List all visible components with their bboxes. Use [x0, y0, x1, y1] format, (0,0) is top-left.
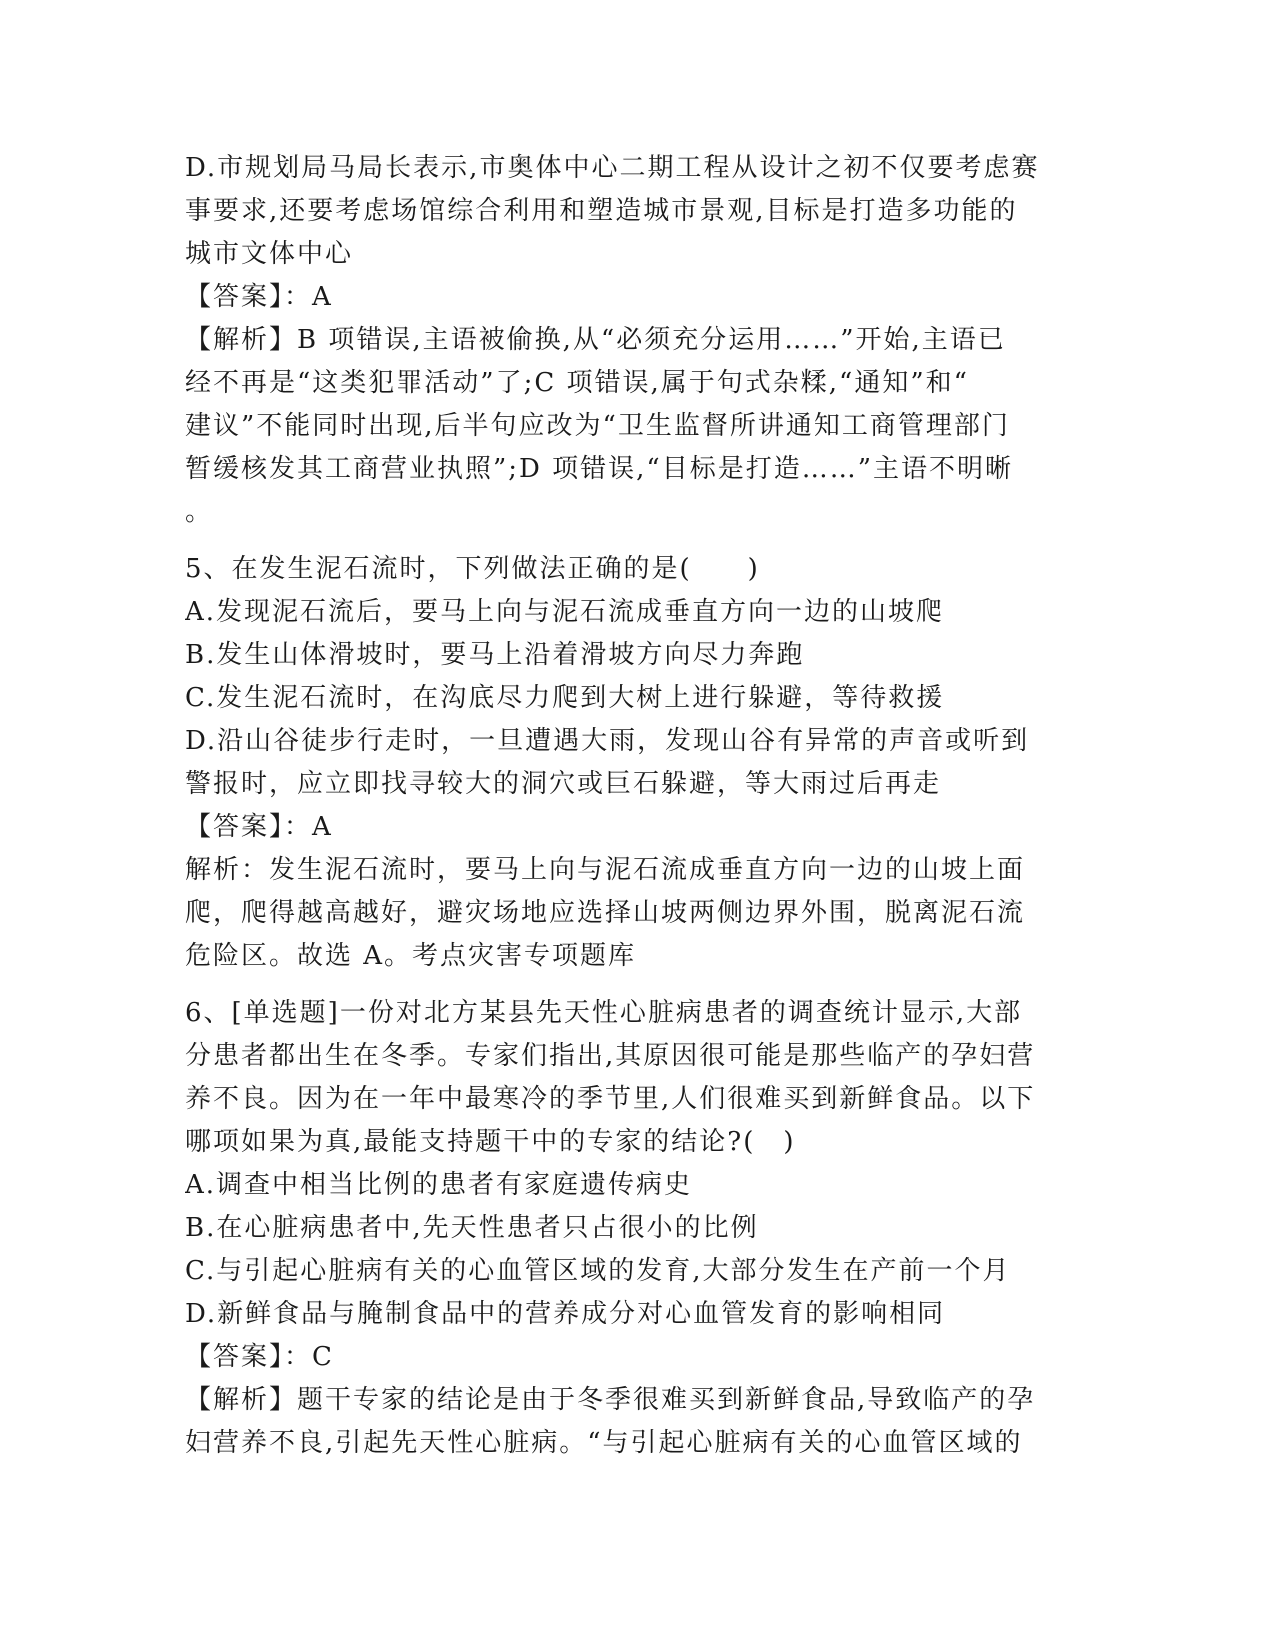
q4-analysis: 经不再是“这类犯罪活动”了;C 项错误,属于句式杂糅,“通知”和“	[185, 368, 969, 398]
q6-option-d: D.新鲜食品与腌制食品中的营养成分对心血管发育的影响相同	[185, 1299, 946, 1329]
section-gap	[185, 978, 1085, 992]
question-6	[185, 992, 1085, 1465]
q4-answer: 【答案】：A	[185, 282, 333, 312]
q5-analysis: 解析：发生泥石流时，要马上向与泥石流成垂直方向一边的山坡上面	[185, 855, 1026, 885]
q6-analysis: 【解析】题干专家的结论是由于冬季很难买到新鲜食品,导致临产的孕	[185, 1385, 1036, 1415]
question-5	[185, 548, 1085, 978]
section-gap	[185, 534, 1085, 548]
q6-option-a: A.调查中相当比例的患者有家庭遗传病史	[185, 1170, 693, 1200]
q5-option-c: C.发生泥石流时，在沟底尽力爬到大树上进行躲避，等待救援	[185, 683, 945, 713]
q5-stem: 5、在发生泥石流时，下列做法正确的是( )	[185, 554, 760, 584]
question-4-tail	[185, 147, 1085, 534]
q5-option-d: 警报时，应立即找寻较大的洞穴或巨石躲避，等大雨过后再走	[185, 769, 942, 799]
q6-option-c: C.与引起心脏病有关的心血管区域的发育,大部分发生在产前一个月	[185, 1256, 1011, 1286]
q6-stem: 哪项如果为真,最能支持题干中的专家的结论?( )	[185, 1127, 796, 1157]
q4-analysis: 暂缓核发其工商营业执照”;D 项错误,“目标是打造……”主语不明晰	[185, 454, 1014, 484]
q5-option-a: A.发现泥石流后，要马上向与泥石流成垂直方向一边的山坡爬	[185, 597, 945, 627]
q5-option-b: B.发生山体滑坡时，要马上沿着滑坡方向尽力奔跑	[185, 640, 805, 670]
q5-answer: 【答案】：A	[185, 812, 333, 842]
q6-stem: 6、[单选题]一份对北方某县先天性心脏病患者的调查统计显示,大部	[185, 998, 1023, 1028]
q4-analysis: 【解析】B 项错误,主语被偷换,从“必须充分运用……”开始,主语已	[185, 325, 1006, 355]
q4-analysis: 建议”不能同时出现,后半句应改为“卫生监督所讲通知工商管理部门	[185, 411, 1010, 441]
q4-option-d: D.市规划局马局长表示,市奥体中心二期工程从设计之初不仅要考虑赛	[185, 153, 1040, 183]
document-page	[185, 147, 1085, 1465]
q5-option-d: D.沿山谷徒步行走时，一旦遭遇大雨，发现山谷有异常的声音或听到	[185, 726, 1030, 756]
q4-analysis: 。	[185, 497, 214, 527]
q6-stem: 分患者都出生在冬季。专家们指出,其原因很可能是那些临产的孕妇营	[185, 1041, 1036, 1071]
q5-analysis: 爬，爬得越高越好，避灾场地应选择山坡两侧边界外围，脱离泥石流	[185, 898, 1026, 928]
q6-stem: 养不良。因为在一年中最寒冷的季节里,人们很难买到新鲜食品。以下	[185, 1084, 1036, 1114]
q4-option-d: 城市文体中心	[185, 239, 354, 269]
q4-option-d: 事要求,还要考虑场馆综合利用和塑造城市景观,目标是打造多功能的	[185, 196, 1018, 226]
q6-answer: 【答案】：C	[185, 1342, 334, 1372]
q5-analysis: 危险区。故选 A。考点灾害专项题库	[185, 941, 637, 971]
q6-option-b: B.在心脏病患者中,先天性患者只占很小的比例	[185, 1213, 759, 1243]
q6-analysis: 妇营养不良,引起先天性心脏病。“与引起心脏病有关的心血管区域的	[185, 1428, 1023, 1458]
